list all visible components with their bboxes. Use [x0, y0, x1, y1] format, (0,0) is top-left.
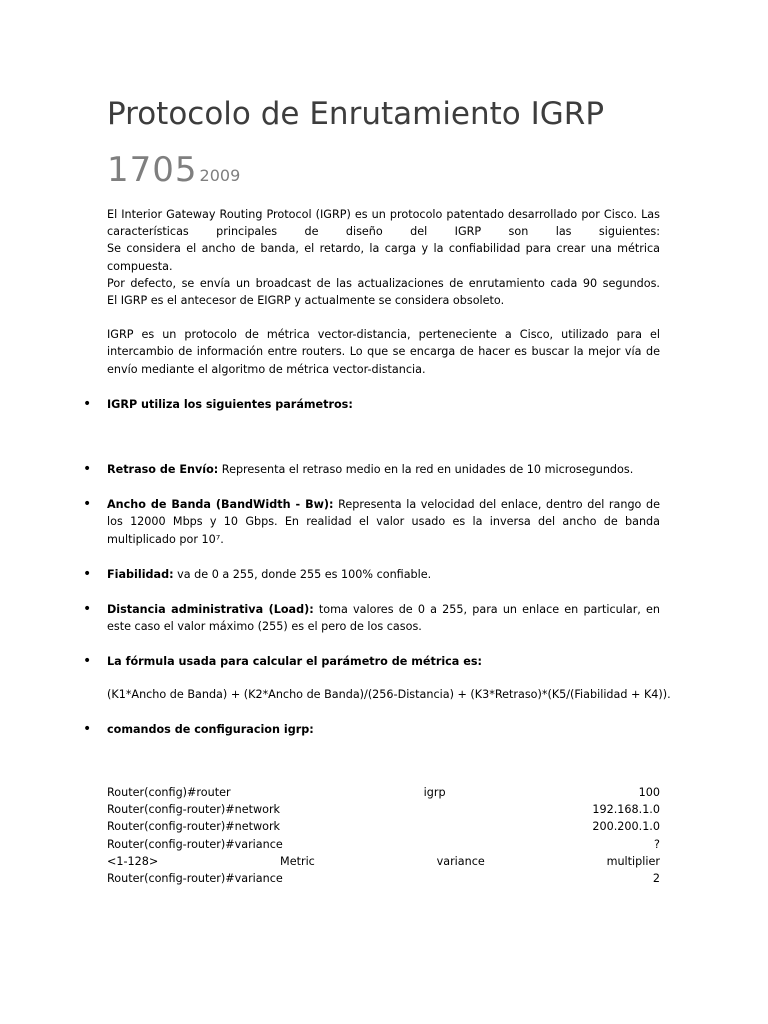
post-date: [107, 150, 240, 190]
config-token: Router(config-router)#variance: [107, 872, 283, 885]
bullet-icon: •: [83, 565, 92, 582]
list-item: [83, 496, 660, 548]
intro-line-3: Por defecto, se envía un broadcast de las actualizaciones de enrutamiento cada 90 segundos.: [107, 276, 660, 290]
metric-formula: (K1*Ancho de Banda) + (K2*Ancho de Banda)/(256-Distancia) + (K3*Retraso)*(K5/(Fiabilidad + K4)).: [107, 687, 671, 701]
config-token: Router(config)#router: [107, 786, 231, 800]
config-line: [107, 801, 660, 818]
bullet-icon: •: [83, 601, 92, 618]
config-token: 100: [638, 786, 660, 800]
param-description: Representa el retraso medio en la red en unidades de 10 microsegundos.: [218, 463, 634, 477]
document-body: [83, 206, 671, 887]
param-term: Retraso de Envío:: [107, 463, 219, 477]
list-item: [83, 601, 661, 635]
list-item: [83, 461, 660, 478]
config-line: [107, 818, 660, 835]
param-description: toma valores de 0 a 255, para un enlace en particular, en este caso el valor máximo (255) es el pero de los casos.: [107, 603, 661, 634]
config-token: Router(config-router)#variance: [107, 837, 283, 851]
page-title: Protocolo de Enrutamiento IGRP: [107, 96, 605, 132]
intro-line-4: El IGRP es el antecesor de EIGRP y actualmente se considera obsoleto.: [107, 294, 505, 308]
config-line: [107, 836, 660, 853]
bullet-icon: •: [83, 461, 92, 478]
commands-heading: comandos de configuracion igrp:: [107, 722, 314, 736]
config-token: <1-128>: [107, 854, 159, 868]
list-item: [83, 395, 660, 413]
bullet-icon: •: [83, 395, 92, 412]
config-token: ?: [654, 837, 660, 851]
intro-line-2: Se considera el ancho de banda, el retardo, la carga y la confiabilidad para crear una métrica compuesta.: [107, 242, 660, 273]
date-year: 2009: [199, 166, 241, 185]
config-commands: [107, 784, 660, 887]
bullet-icon: •: [83, 496, 92, 513]
formula-heading: La fórmula usada para calcular el parámetro de métrica es:: [107, 655, 482, 669]
date-day: 1705: [107, 150, 198, 190]
list-item: [83, 653, 660, 670]
bullet-icon: •: [83, 720, 92, 737]
description-paragraph: IGRP es un protocolo de métrica vector-distancia, perteneciente a Cisco, utilizado para el intercambio de información entre routers. Lo que se encarga de hacer es buscar la mejor vía de envío mediante el algoritmo de métrica vector-distancia.: [107, 328, 660, 376]
config-token: multiplier: [606, 854, 660, 868]
config-token: Router(config-router)#network: [107, 803, 281, 817]
config-token: Metric: [280, 854, 315, 868]
config-token: 200.200.1.0: [592, 820, 660, 834]
config-line: [107, 784, 660, 801]
intro-line-1: El Interior Gateway Routing Protocol (IGRP) es un protocolo patentado desarrollado por Cisco. Las características principales de diseño del IGRP son las siguientes:: [107, 208, 660, 239]
param-term: Distancia administrativa (Load):: [107, 603, 314, 617]
bullet-icon: •: [83, 653, 92, 670]
config-token: Router(config-router)#network: [107, 820, 281, 834]
list-item: [83, 720, 660, 738]
params-heading: IGRP utiliza los siguientes parámetros:: [107, 397, 353, 411]
config-token: 192.168.1.0: [592, 803, 660, 817]
config-token: igrp: [423, 786, 446, 800]
param-description: Representa la velocidad del enlace, dentro del rango de los 12000 Mbps y 10 Gbps. En realidad el valor usado es la inversa del ancho de banda multiplicado por 10⁷.: [107, 498, 660, 546]
config-line: [107, 870, 660, 887]
param-term: Fiabilidad:: [107, 567, 174, 581]
param-description: va de 0 a 255, donde 255 es 100% confiable.: [173, 567, 432, 581]
config-token: 2: [652, 872, 660, 885]
config-token: variance: [436, 854, 485, 868]
list-item: [83, 565, 660, 583]
config-line: [107, 853, 660, 870]
param-term: Ancho de Banda (BandWidth - Bw):: [107, 498, 334, 512]
